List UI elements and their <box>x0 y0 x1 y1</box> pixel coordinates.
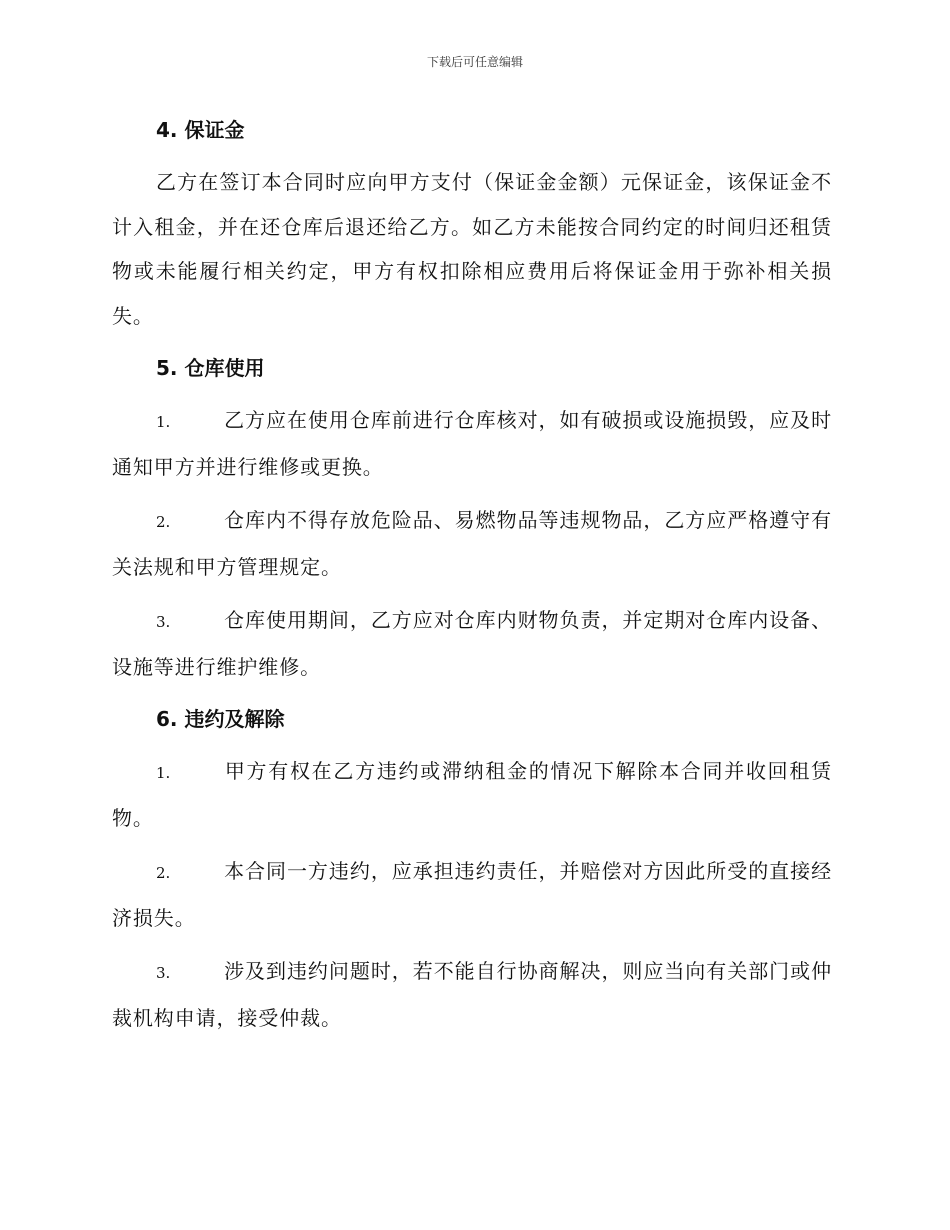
list-item <box>112 598 832 689</box>
list-item-text: 仓库内不得存放危险品、易燃物品等违规物品，乙方应严格遵守有关法规和甲方管理规定。 <box>112 508 832 579</box>
list-item <box>112 949 832 1040</box>
list-item-text: 本合同一方违约，应承担违约责任，并赔偿对方因此所受的直接经济损失。 <box>112 859 832 930</box>
list-item-number: 2. <box>156 864 171 882</box>
list-item-text: 乙方应在使用仓库前进行仓库核对，如有破损或设施损毁，应及时通知甲方并进行维修或更换。 <box>112 408 832 479</box>
list-item-text: 涉及到违约问题时，若不能自行协商解决，则应当向有关部门或仲裁机构申请，接受仲裁。 <box>112 959 832 1030</box>
list-item <box>112 849 832 940</box>
section-heading-deposit: 4. 保证金 <box>156 118 245 142</box>
list-item <box>112 398 832 489</box>
deposit-paragraph: 乙方在签订本合同时应向甲方支付（保证金金额）元保证金，该保证金不计入租金，并在还仓库后退还给乙方。如乙方未能按合同约定的时间归还租赁物或未能履行相关约定，甲方有权扣除相应费用后将保证金用于弥补相关损失。 <box>112 170 832 328</box>
list-item-text: 甲方有权在乙方违约或滞纳租金的情况下解除本合同并收回租赁物。 <box>112 759 832 830</box>
section-heading-breach-termination: 6. 违约及解除 <box>156 707 285 731</box>
header-note: 下载后可任意编辑 <box>426 55 523 69</box>
list-item <box>112 498 832 589</box>
list-item-number: 1. <box>156 413 171 431</box>
list-item-number: 3. <box>156 964 171 982</box>
list-item <box>112 749 832 840</box>
list-item-number: 1. <box>156 764 171 782</box>
section-heading-warehouse-use: 5. 仓库使用 <box>156 356 265 380</box>
list-item-number: 2. <box>156 513 171 531</box>
list-item-text: 仓库使用期间，乙方应对仓库内财物负责，并定期对仓库内设备、设施等进行维护维修。 <box>112 608 832 679</box>
document-body <box>112 110 832 1040</box>
list-item-number: 3. <box>156 613 171 631</box>
